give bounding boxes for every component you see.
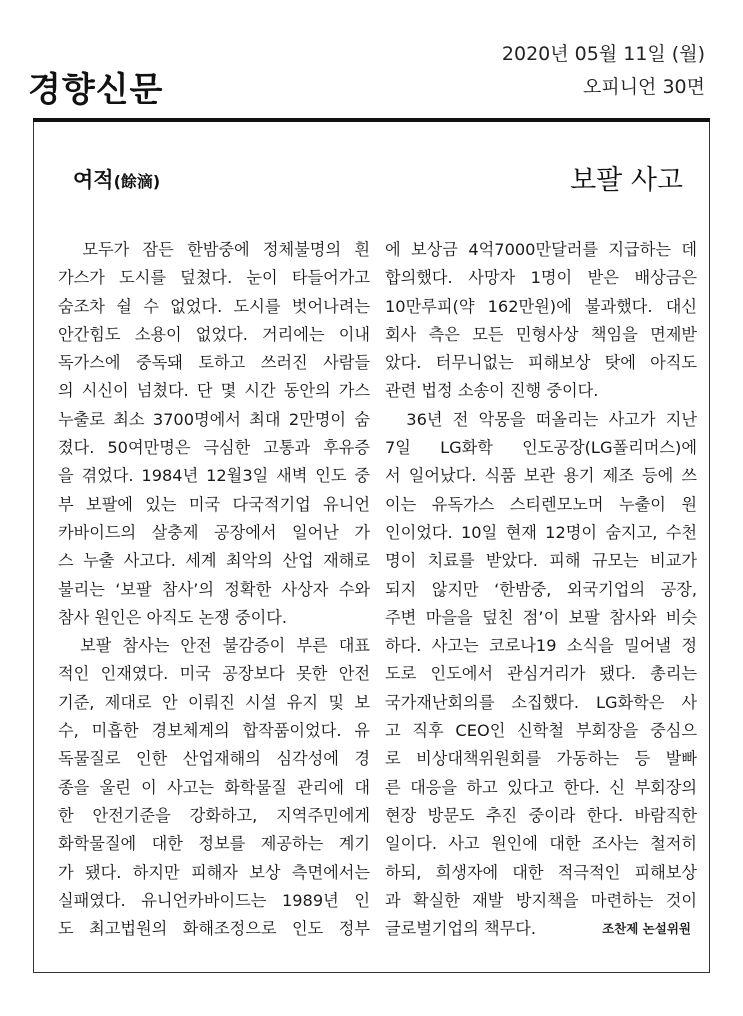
page-section: 오피니언 30면 — [583, 76, 705, 98]
column-name-korean: 여적 — [73, 168, 114, 192]
article-line: 적인 인재였다. 미국 공장보다 못한 안전 — [58, 664, 370, 684]
article-line: 기준, 제대로 안 이뤄진 시설 유지 및 보 — [58, 692, 370, 712]
article-line: 한 안전기준을 강화하고, 지역주민에게 — [58, 805, 370, 825]
article-line: 보팔 참사는 안전 불감증이 부른 대표 — [58, 636, 370, 656]
article-line: 인이었다. 10일 현재 12명이 숨지고, 수천 — [385, 522, 697, 542]
article-line: 화학물질에 대한 정보를 제공하는 계기 — [58, 834, 370, 854]
article-line: 카바이드의 살충제 공장에서 일어난 가 — [58, 522, 370, 542]
article-line: 에 보상금 4억7000만달러를 지급하는 데 — [385, 240, 697, 259]
article-line: 주변 마을을 덮친 점’이 보팔 참사와 비슷 — [385, 607, 697, 627]
article-line: 국가재난회의를 소집했다. LG화학은 사 — [385, 692, 697, 712]
article-line: 았다. 터무니없는 피해보상 탓에 아직도 — [385, 353, 697, 373]
article-line: 른 대응을 하고 있다고 한다. 신 부회장의 — [385, 777, 697, 797]
article-line: 의 시신이 넘쳤다. 단 몇 시간 동안의 가스 — [58, 381, 370, 401]
article-line: 하되, 희생자에 대한 적극적인 피해보상 — [385, 862, 697, 882]
dateline — [502, 38, 705, 104]
article-line: 하다. 사고는 코로나19 소식을 밀어낼 정 — [385, 636, 697, 656]
article-line: 독가스에 중독돼 토하고 쓰러진 사람들 — [58, 353, 370, 373]
article-line: 명이 치료를 받았다. 피해 규모는 비교가 — [385, 551, 697, 571]
article-line: 되지 않지만 ‘한밤중, 외국기업의 공장, — [385, 579, 697, 599]
article-line: 현장 방문도 추진 중이라 한다. 바람직한 — [385, 805, 697, 825]
newspaper-masthead: 경향신문 — [28, 70, 164, 110]
article-column-left — [58, 236, 370, 943]
article-line: 서 일어났다. 식품 보관 용기 제조 등에 쓰 — [385, 466, 697, 486]
article-line: 부 보팔에 있는 미국 다국적기업 유니언 — [58, 494, 370, 514]
column-name — [73, 164, 160, 194]
article-line: 수, 미흡한 경보체계의 합작품이었다. 유 — [58, 721, 370, 741]
article-line: 36년 전 악몽을 떠올리는 사고가 지난 — [385, 409, 697, 429]
article-line: 가스가 도시를 덮쳤다. 눈이 타들어가고 — [58, 268, 370, 288]
article-column-right — [385, 236, 697, 943]
article-line: 을 겪었다. 1984년 12월3일 새벽 인도 중 — [58, 466, 370, 486]
article-closing-line — [385, 915, 697, 943]
article-line: 일이다. 사고 원인에 대한 조사는 철저히 — [385, 834, 697, 854]
article-line: 가 됐다. 하지만 피해자 보상 측면에서는 — [58, 862, 370, 882]
article-line: 과 확실한 재발 방지책을 마련하는 것이 — [385, 890, 697, 910]
article-line: 졌다. 50여만명은 극심한 고통과 후유증 — [58, 438, 370, 458]
article-line: 안간힘도 소용이 없었다. 거리에는 이내 — [58, 324, 370, 344]
article-line: 실패였다. 유니언카바이드는 1989년 인 — [58, 890, 370, 910]
article-line: 고 직후 CEO인 신학철 부회장을 중심으 — [385, 721, 697, 741]
article-line: 10만루피(약 162만원)에 불과했다. 대신 — [385, 296, 697, 316]
article-line: 불리는 ‘보팔 참사’의 정확한 사상자 수와 — [58, 579, 370, 599]
article-line: 스 누출 사고다. 세계 최악의 산업 재해로 — [58, 551, 370, 571]
article-line: 참사 원인은 아직도 논쟁 중이다. — [58, 607, 288, 627]
article-line: 이는 유독가스 스티렌모노머 누출이 원 — [385, 494, 697, 514]
article-line: 로 비상대책위원회를 가동하는 등 발빠 — [385, 749, 697, 769]
article-headline: 보팔 사고 — [570, 165, 683, 196]
author-byline: 조찬제 논설위원 — [602, 921, 691, 937]
article-line: 회사 측은 모든 민형사상 책임을 면제받 — [385, 324, 697, 344]
article-line: 글로벌기업의 책무다. — [385, 919, 537, 939]
column-name-hanja: (餘滴) — [113, 172, 161, 191]
article-line: 종을 울린 이 사고는 화학물질 관리에 대 — [58, 777, 370, 797]
article-line: 7일 LG화학 인도공장(LG폴리머스)에 — [385, 438, 697, 458]
article-line: 관련 법정 소송이 진행 중이다. — [385, 381, 599, 401]
article-line: 합의했다. 사망자 1명이 받은 배상금은 — [385, 268, 697, 288]
article-line: 누출로 최소 3700명에서 최대 2만명이 숨 — [58, 409, 370, 429]
article-line: 도로 인도에서 관심거리가 됐다. 총리는 — [385, 664, 697, 684]
article-line: 모두가 잠든 한밤중에 정체불명의 흰 — [58, 240, 370, 259]
article-line: 숨조차 쉴 수 없었다. 도시를 벗어나려는 — [58, 296, 370, 316]
publication-date: 2020년 05월 11일 (월) — [501, 43, 705, 65]
article-line: 독물질로 인한 산업재해의 심각성에 경 — [58, 749, 370, 769]
article-line: 도 최고법원의 화해조정으로 인도 정부 — [58, 919, 370, 939]
